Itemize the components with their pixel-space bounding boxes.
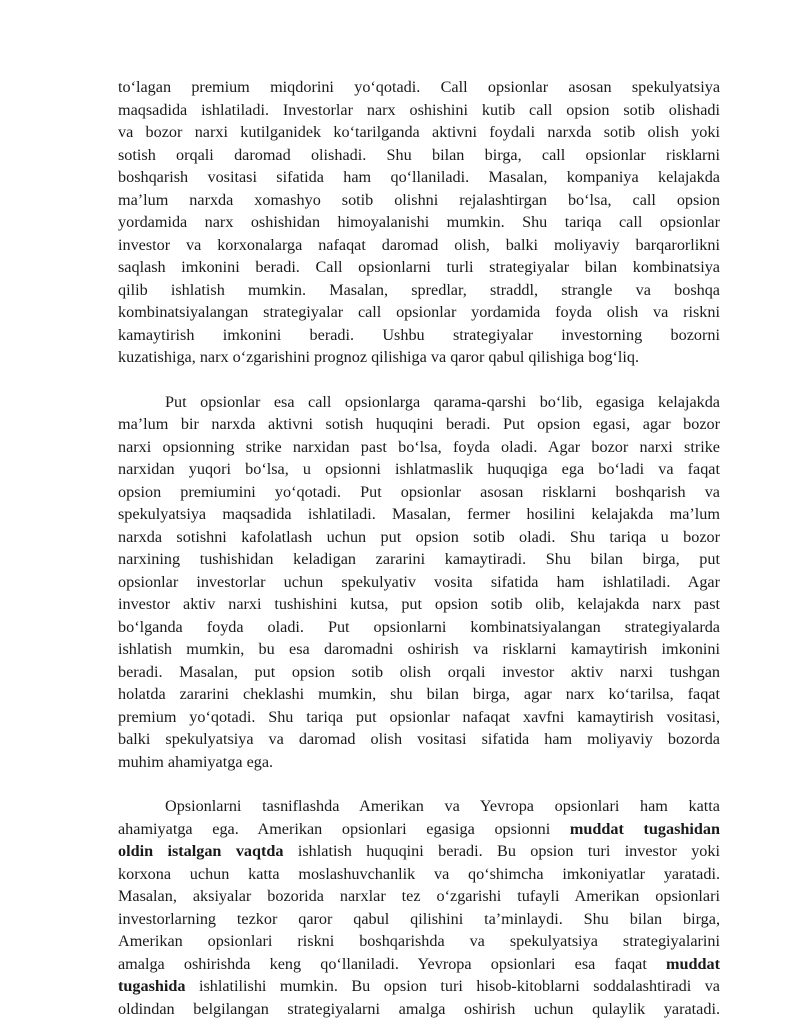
- text-line: narxidan yuqori bo‘lsa, u opsionni ishlatmaslik huquqiga ega bo‘ladi va faqat: [118, 460, 720, 478]
- text-line: saqlash imkonini beradi. Call opsionlarni turli strategiyalar bilan kombinatsiya: [118, 258, 720, 276]
- text-line: sotish orqali daromad olishadi. Shu bilan birga, call opsionlar risklarni: [118, 145, 720, 164]
- text-line: to‘lagan premium miqdorini yo‘qotadi. Call opsionlar asosan spekulyatsiya: [118, 78, 720, 96]
- text-line: ma’lum bir narxda aktivni sotish huquqini beradi. Put opsion egasi, agar bozor: [118, 415, 720, 433]
- text-line: investor va korxonalarga nafaqat daromad olish, balki moliyaviy barqarorlikni: [118, 235, 720, 254]
- text-line: [118, 818, 720, 841]
- text-line: narxining tushishidan keladigan zararini kamaytiradi. Shu bilan birga, put: [118, 550, 720, 568]
- text-line: beradi. Masalan, put opsion sotib olish orqali investor aktiv narxi tushgan: [118, 662, 720, 681]
- text-line: investor aktiv narxi tushishini kutsa, put opsion sotib olib, kelajakda narx past: [118, 595, 720, 613]
- text-run: ishlatish huquqini beradi. Bu opsion turi investor yoki: [283, 842, 720, 860]
- paragraph-american-european-options: [118, 795, 720, 1020]
- text-line: maqsadida ishlatiladi. Investorlar narx oshishini kutib call opsion sotib olishadi: [118, 100, 720, 119]
- text-line: korxona uchun katta moslashuvchanlik va qo‘shimcha imkoniyatlar yaratadi.: [118, 864, 720, 883]
- text-line: investorlarning tezkor qaror qabul qilishini ta’minlaydi. Shu bilan birga,: [118, 909, 720, 928]
- text-line: spekulyatsiya maqsadida ishlatiladi. Masalan, fermer hosilini kelajakda ma’lum: [118, 505, 720, 523]
- text-line: balki spekulyatsiya va daromad olish vositasi sifatida ham moliyaviy bozorda: [118, 730, 720, 748]
- text-line: va bozor narxi kutilganidek ko‘tarilganda aktivni foydali narxda sotib olish yoki: [118, 123, 720, 141]
- text-line: Opsionlarni tasniflashda Amerikan va Yevropa opsionlari ham katta: [165, 797, 720, 815]
- text-line: [118, 975, 720, 998]
- text-line: kamaytirish imkonini beradi. Ushbu strategiyalar investorning bozorni: [118, 325, 720, 344]
- text-line: oldindan belgilangan strategiyalarni amalga oshirish uchun qulaylik yaratadi.: [118, 999, 720, 1018]
- text-run: ahamiyatga ega. Amerikan opsionlari egasiga opsionni: [118, 819, 570, 838]
- text-line: [118, 840, 720, 863]
- text-line: yordamida narx oshishidan himoyalanishi mumkin. Shu tariqa call opsionlar: [118, 213, 720, 231]
- text-line: opsionlar investorlar uchun spekulyativ vosita sifatida ham ishlatiladi. Agar: [118, 572, 720, 591]
- text-line: ma’lum narxda xomashyo sotib olishni rejalashtirgan bo‘lsa, call opsion: [118, 190, 720, 209]
- text-line: bo‘lganda foyda oladi. Put opsionlarni kombinatsiyalangan strategiyalarda: [118, 617, 720, 636]
- bold-phrase: muddat: [666, 954, 720, 973]
- text-line: holatda zararini cheklashi mumkin, shu bilan birga, agar narx ko‘tarilsa, faqat: [118, 685, 720, 703]
- bold-phrase: tugashida: [118, 977, 186, 995]
- text-line: ishlatish mumkin, bu esa daromadni oshirish va risklarni kamaytirish imkonini: [118, 640, 720, 658]
- text-line: narxda sotishni kafolatlash uchun put opsion sotib oladi. Shu tariqa u bozor: [118, 527, 720, 546]
- text-line: premium yo‘qotadi. Shu tariqa put opsionlar nafaqat xavfni kamaytirish vositasi,: [118, 707, 720, 726]
- text-line: qilib ishlatish mumkin. Masalan, spredlar, straddl, strangle va boshqa: [118, 280, 720, 299]
- text-line: boshqarish vositasi sifatida ham qo‘llaniladi. Masalan, kompaniya kelajakda: [118, 168, 720, 186]
- text-line: kuzatishiga, narx o‘zgarishini prognoz qilishiga va qaror qabul qilishiga bog‘liq.: [118, 348, 640, 366]
- bold-phrase: oldin istalgan vaqtda: [118, 842, 284, 860]
- text-line: Amerikan opsionlari riskni boshqarishda va spekulyatsiya strategiyalarini: [118, 932, 720, 950]
- text-run: ishlatilishi mumkin. Bu opsion turi hisob-kitoblarni soddalashtiradi va: [185, 977, 720, 995]
- text-line: muhim ahamiyatga ega.: [118, 752, 274, 771]
- text-line: kombinatsiyalangan strategiyalar call opsionlar yordamida foyda olish va riskni: [118, 303, 720, 321]
- text-line: [118, 953, 720, 976]
- text-line: narxi opsionning strike narxidan past bo‘lsa, foyda oladi. Agar bozor narxi strike: [118, 437, 720, 456]
- text-line: Put opsionlar esa call opsionlarga qarama-qarshi bo‘lib, egasiga kelajakda: [165, 392, 720, 411]
- bold-phrase: muddat tugashidan: [569, 819, 720, 838]
- text-run: amalga oshirishda keng qo‘llaniladi. Yevropa opsionlari esa faqat: [118, 954, 667, 973]
- text-line: Masalan, aksiyalar bozorida narxlar tez o‘zgarishi tufayli Amerikan opsionlari: [118, 887, 720, 905]
- paragraph-call-options: [118, 76, 720, 369]
- paragraph-put-options: [118, 391, 720, 774]
- text-line: opsion premiumini yo‘qotadi. Put opsionlar asosan risklarni boshqarish va: [118, 482, 720, 501]
